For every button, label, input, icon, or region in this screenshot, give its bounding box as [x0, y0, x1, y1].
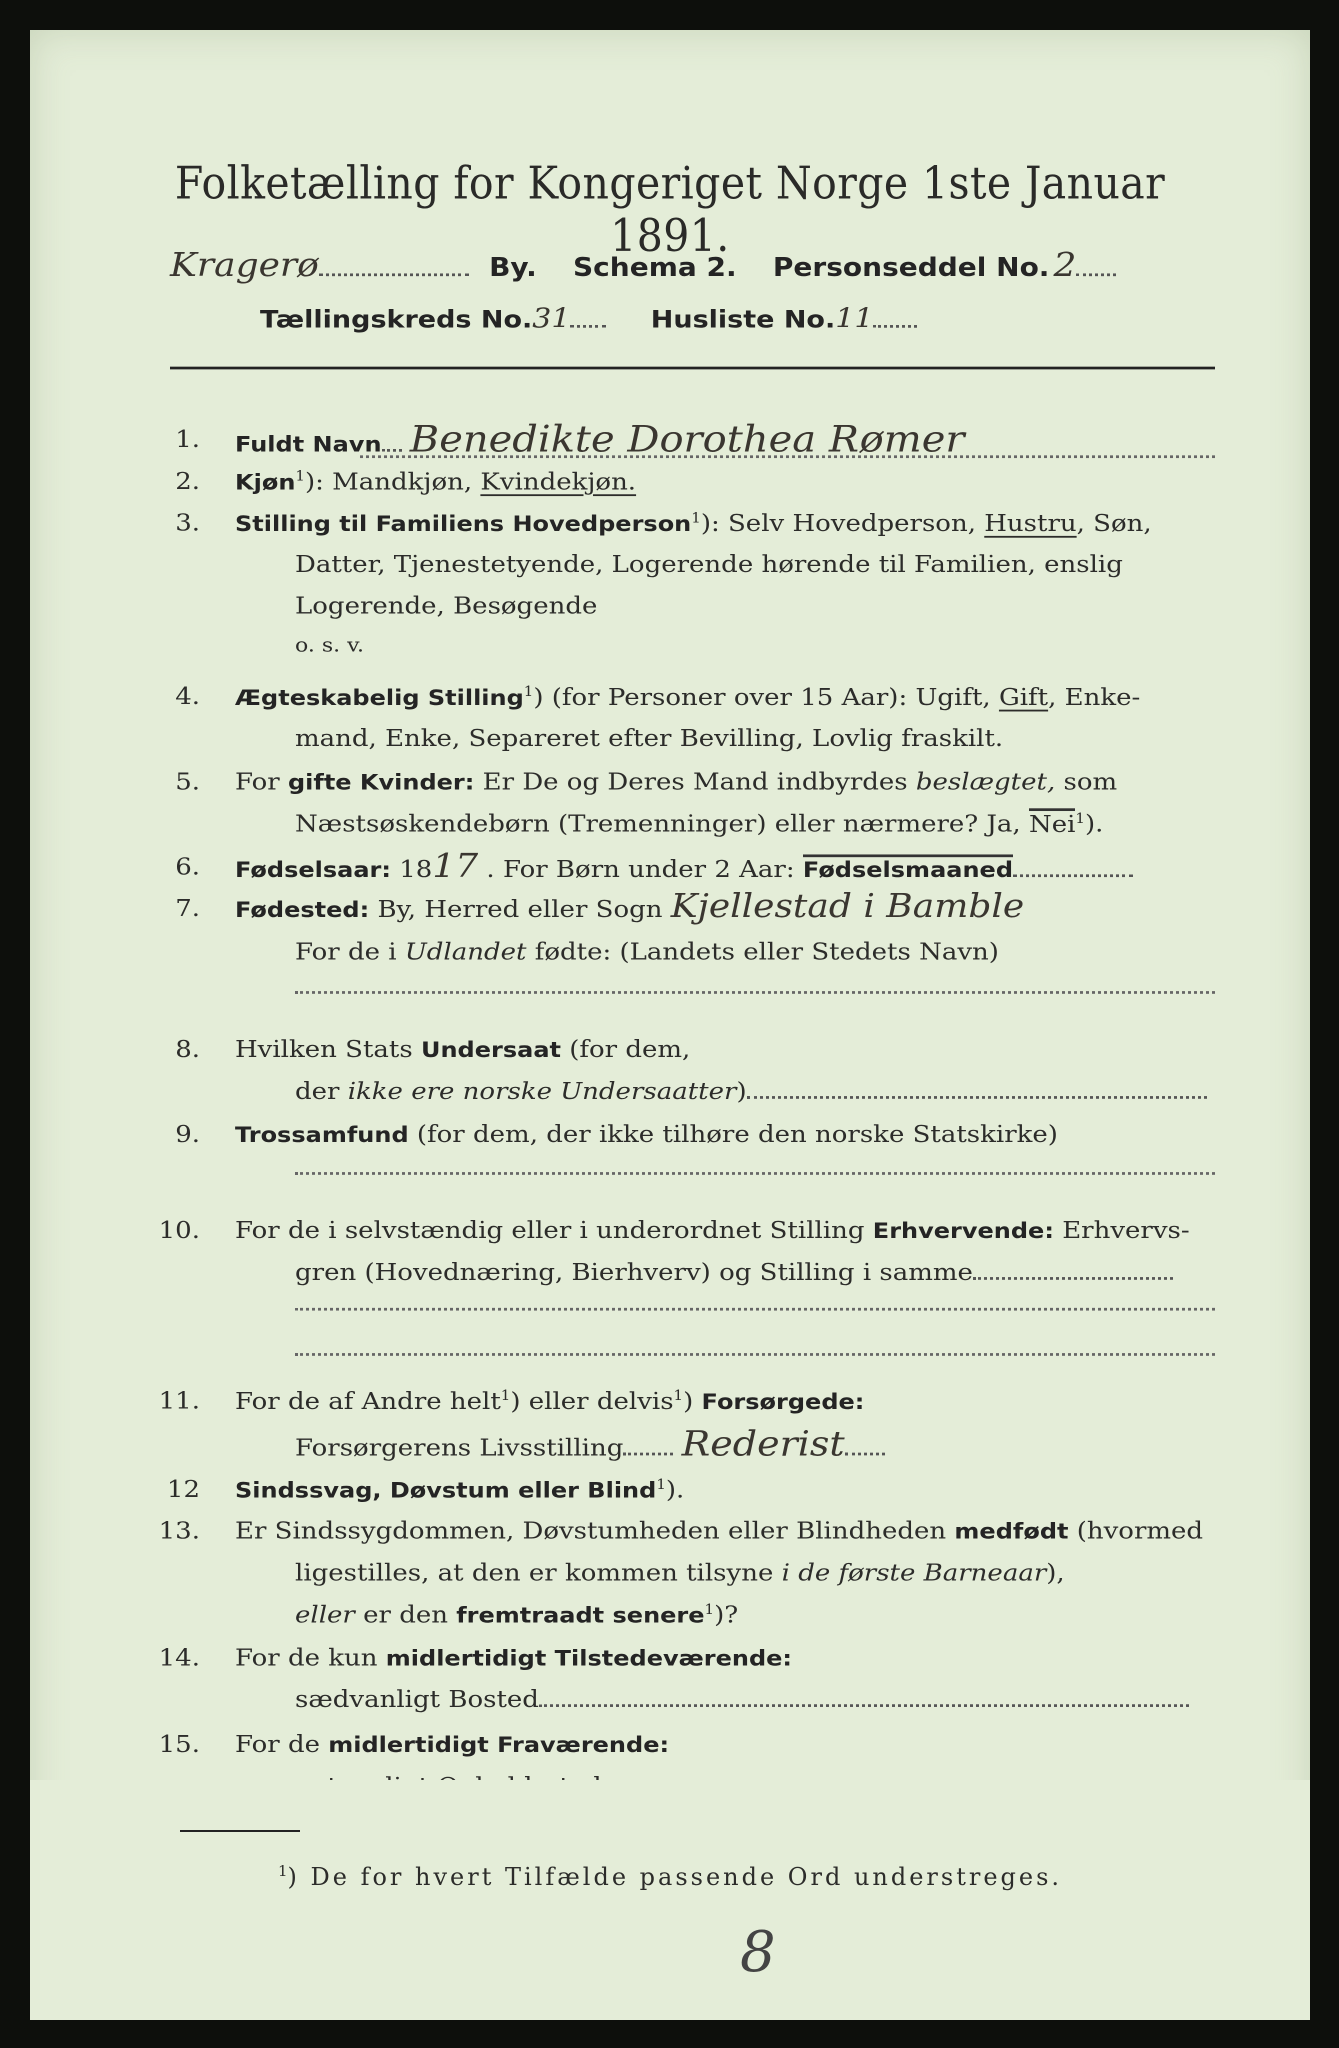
- q3-line4: o. s. v.: [295, 634, 364, 658]
- q14-label: midlertidigt Tilstedeværende:: [385, 1645, 793, 1671]
- q4-sup: 1: [523, 683, 534, 700]
- q5-label: gifte Kvinder:: [287, 769, 475, 795]
- q4-line2: mand, Enke, Separeret efter Bevilling, Lovlig fraskilt.: [295, 725, 1004, 753]
- q14-line2: [295, 1686, 1189, 1713]
- q10-label: Erhvervende:: [872, 1218, 1054, 1244]
- q7-line2: [295, 939, 999, 966]
- q3-text-a: ): Selv Hovedperson,: [700, 510, 985, 538]
- q3-number: 3.: [175, 509, 200, 537]
- town-handwritten: Kragerø: [170, 247, 319, 285]
- q13-line2-c: ),: [1046, 1559, 1065, 1587]
- q13-text-c: (hvormed: [1068, 1517, 1204, 1545]
- q12-sup: 1: [656, 1476, 666, 1493]
- q12-number: 12: [166, 1476, 200, 1504]
- footnote-area: [30, 1800, 1310, 2020]
- q14-line2-text: sædvanligt Bosted: [295, 1686, 539, 1714]
- q5-sup: 1: [1075, 810, 1085, 827]
- q2-sup: 1: [295, 468, 305, 485]
- q8-line2-italic: ikke ere norske Undersaatter: [347, 1077, 737, 1106]
- q9-text: (for dem, der ikke tilhøre den norske Statskirke): [408, 1121, 1058, 1149]
- q4-selected: Gift: [998, 684, 1049, 712]
- q3-line1: [235, 510, 1152, 538]
- q13-label: medfødt: [954, 1518, 1069, 1545]
- footnote-body: De for hvert Tilfælde passende Ord understreges.: [310, 1863, 1063, 1891]
- q5-text-italic: beslægtet,: [915, 768, 1056, 796]
- q15-label: midlertidigt Fraværende:: [328, 1732, 670, 1758]
- q11-label: Forsørgede:: [701, 1388, 865, 1415]
- footnote-paren: ): [287, 1863, 311, 1891]
- q15-line1: [235, 1731, 669, 1758]
- q11-text-c: ): [683, 1388, 702, 1416]
- husliste-value: 11: [835, 303, 874, 335]
- q8-line2-a: der: [295, 1077, 348, 1106]
- census-form: [30, 30, 1310, 2019]
- q9-line1: [235, 1121, 1058, 1148]
- personseddel-value: 2: [1053, 247, 1077, 285]
- q8-line1: [235, 1036, 690, 1063]
- q11-text-a: For de af Andre helt: [235, 1388, 501, 1416]
- q2-number: 2.: [175, 468, 200, 496]
- q6-text: . For Børn under 2 Aar:: [478, 856, 803, 884]
- q8-number: 8.: [175, 1036, 200, 1064]
- q3-line2: Datter, Tjenestetyende, Logerende hørende til Familien, enslig: [295, 551, 1123, 579]
- q7-number: 7.: [175, 895, 200, 923]
- q14-text-a: For de kun: [235, 1644, 386, 1672]
- q5-line2-tail: ).: [1084, 810, 1104, 838]
- q13-line3: [295, 1601, 738, 1629]
- q3-line3: Logerende, Besøgende: [295, 592, 598, 621]
- q2-text: ): Mandkjøn,: [304, 468, 481, 496]
- q9-label: Trossamfund: [235, 1122, 409, 1148]
- q7-text: By, Herred eller Sogn: [369, 896, 671, 924]
- header-line-by: [170, 247, 1116, 284]
- q15-number: 15.: [158, 1731, 200, 1759]
- q8-text-a: Hvilken Stats: [235, 1036, 421, 1064]
- q13-sup: 1: [704, 1601, 715, 1618]
- footnote-rule: [180, 1830, 300, 1832]
- q5-line2-text: Næstsøskendebørn (Tremenninger) eller nærmere? Ja,: [295, 810, 1029, 838]
- q13-line2-a: ligestilles, at den er kommen tilsyne: [295, 1559, 782, 1587]
- q2-selected: Kvindekjøn.: [480, 468, 637, 496]
- q2-label: Kjøn: [235, 469, 296, 495]
- q1-label: Fuldt Navn: [235, 431, 382, 458]
- q13-line3-c: )?: [714, 1601, 739, 1629]
- q5-number: 5.: [175, 768, 200, 796]
- q11-line1: [235, 1388, 864, 1416]
- q4-text-a: ) (for Personer over 15 Aar): Ugift,: [533, 684, 999, 712]
- q10-line2-text: gren (Hovednæring, Bierhverv) og Stilling i samme: [295, 1258, 973, 1287]
- q8-text-c: (for dem,: [560, 1036, 691, 1064]
- q13-line2-italic: i de første Barneaar: [781, 1559, 1047, 1587]
- q11-sup-1: 1: [500, 1387, 511, 1404]
- q5-selected: Nei: [1029, 808, 1075, 838]
- schema-label: Schema 2.: [573, 252, 737, 283]
- q6-value: 17: [432, 848, 479, 886]
- q3-label: Stilling til Familiens Hovedperson: [235, 511, 692, 537]
- q9-dotted-line: [295, 1172, 1215, 1175]
- q13-label2: fremtraadt senere: [456, 1602, 705, 1628]
- q5-text-c: som: [1055, 768, 1118, 796]
- header-rule: [170, 367, 1215, 370]
- q4-label: Ægteskabelig Stilling: [235, 684, 524, 711]
- q12-label: Sindssvag, Døvstum eller Blind: [235, 1477, 657, 1504]
- q12-tail: ).: [665, 1476, 685, 1504]
- q7-dotted-line: [295, 991, 1215, 994]
- q7-line1: [235, 888, 1024, 925]
- q5-line2: [295, 810, 1103, 838]
- q11-line2: [295, 1424, 885, 1464]
- q6-row: [235, 848, 1133, 885]
- q7-line2-c: fødte: (Landets eller Stedets Navn): [526, 938, 999, 966]
- q11-value: Rederist: [681, 1423, 845, 1464]
- q13-line3-italic: eller: [295, 1601, 355, 1629]
- q9-number: 9.: [175, 1121, 200, 1149]
- q5-text-a: Er De og Deres Mand indbyrdes: [474, 768, 916, 796]
- q10-dotted-line-2: [295, 1353, 1215, 1356]
- q10-number: 10.: [158, 1217, 200, 1245]
- header-line-kreds: [260, 303, 917, 335]
- q6-number: 6.: [175, 853, 200, 881]
- q1-number: 1.: [175, 426, 200, 454]
- q4-line1: [235, 683, 1140, 711]
- q11-number: 11.: [158, 1387, 200, 1415]
- q3-selected: Hustru: [984, 510, 1077, 538]
- q7-label: Fødested:: [235, 896, 370, 923]
- q6-label: Fødselsaar:: [235, 857, 391, 883]
- q2-row: [235, 468, 636, 496]
- q12-row: [235, 1476, 684, 1504]
- q8-line2: [295, 1078, 1207, 1105]
- personseddel-label: Personseddel No.: [772, 252, 1050, 283]
- q5-line1: [235, 768, 1117, 795]
- q1-dotted-line: [360, 455, 1215, 458]
- q10-dotted-line-1: [295, 1308, 1215, 1311]
- q7-line2-italic: Udlandet: [404, 938, 527, 966]
- q13-number: 13.: [158, 1517, 200, 1545]
- form-title: Folketælling for Kongeriget Norge 1ste Januar 1891.: [174, 156, 1166, 262]
- q4-number: 4.: [175, 683, 200, 711]
- q13-line1: [235, 1518, 1203, 1545]
- q6-century: 18: [399, 856, 433, 884]
- q11-line2-text: Forsørgerens Livsstilling: [295, 1434, 624, 1462]
- q3-text-c: , Søn,: [1076, 510, 1152, 538]
- q14-line1: [235, 1645, 792, 1672]
- kreds-label: Tællingskreds No.: [260, 306, 533, 335]
- q13-text-a: Er Sindssygdommen, Døvstumheden eller Blindheden: [235, 1517, 955, 1545]
- husliste-label: Husliste No.: [650, 306, 836, 335]
- q11-sup-2: 1: [673, 1387, 684, 1404]
- q8-label: Undersaat: [420, 1037, 561, 1063]
- q14-number: 14.: [158, 1644, 200, 1672]
- q10-line1: [235, 1217, 1190, 1244]
- q10-text-c: Erhvervs-: [1053, 1217, 1190, 1245]
- by-label: By.: [489, 252, 537, 283]
- kreds-value: 31: [532, 303, 571, 335]
- q6-label2: Fødselsmaaned: [803, 854, 1013, 882]
- q11-text-b: ) eller delvis: [510, 1388, 674, 1416]
- footnote-text: [30, 1862, 1310, 1891]
- footnote-mark: 1: [277, 1862, 288, 1880]
- q10-line2: [295, 1259, 1173, 1286]
- q15-text-a: For de: [235, 1731, 329, 1759]
- q7-value: Kjellestad i Bamble: [670, 887, 1025, 926]
- q1-value: Benedikte Dorothea Rømer: [409, 419, 965, 461]
- q5-prefix: For: [235, 768, 288, 796]
- q7-line2-a: For de i: [295, 938, 405, 966]
- page-mark: 8: [740, 1920, 776, 1985]
- q3-sup: 1: [691, 509, 701, 526]
- q4-text-c: , Enke-: [1048, 684, 1141, 712]
- q13-line2: [295, 1559, 1065, 1586]
- q10-text-a: For de i selvstændig eller i underordnet Stilling: [235, 1217, 873, 1245]
- q8-line2-c: ): [736, 1077, 747, 1106]
- q13-line3-a: er den: [354, 1601, 457, 1629]
